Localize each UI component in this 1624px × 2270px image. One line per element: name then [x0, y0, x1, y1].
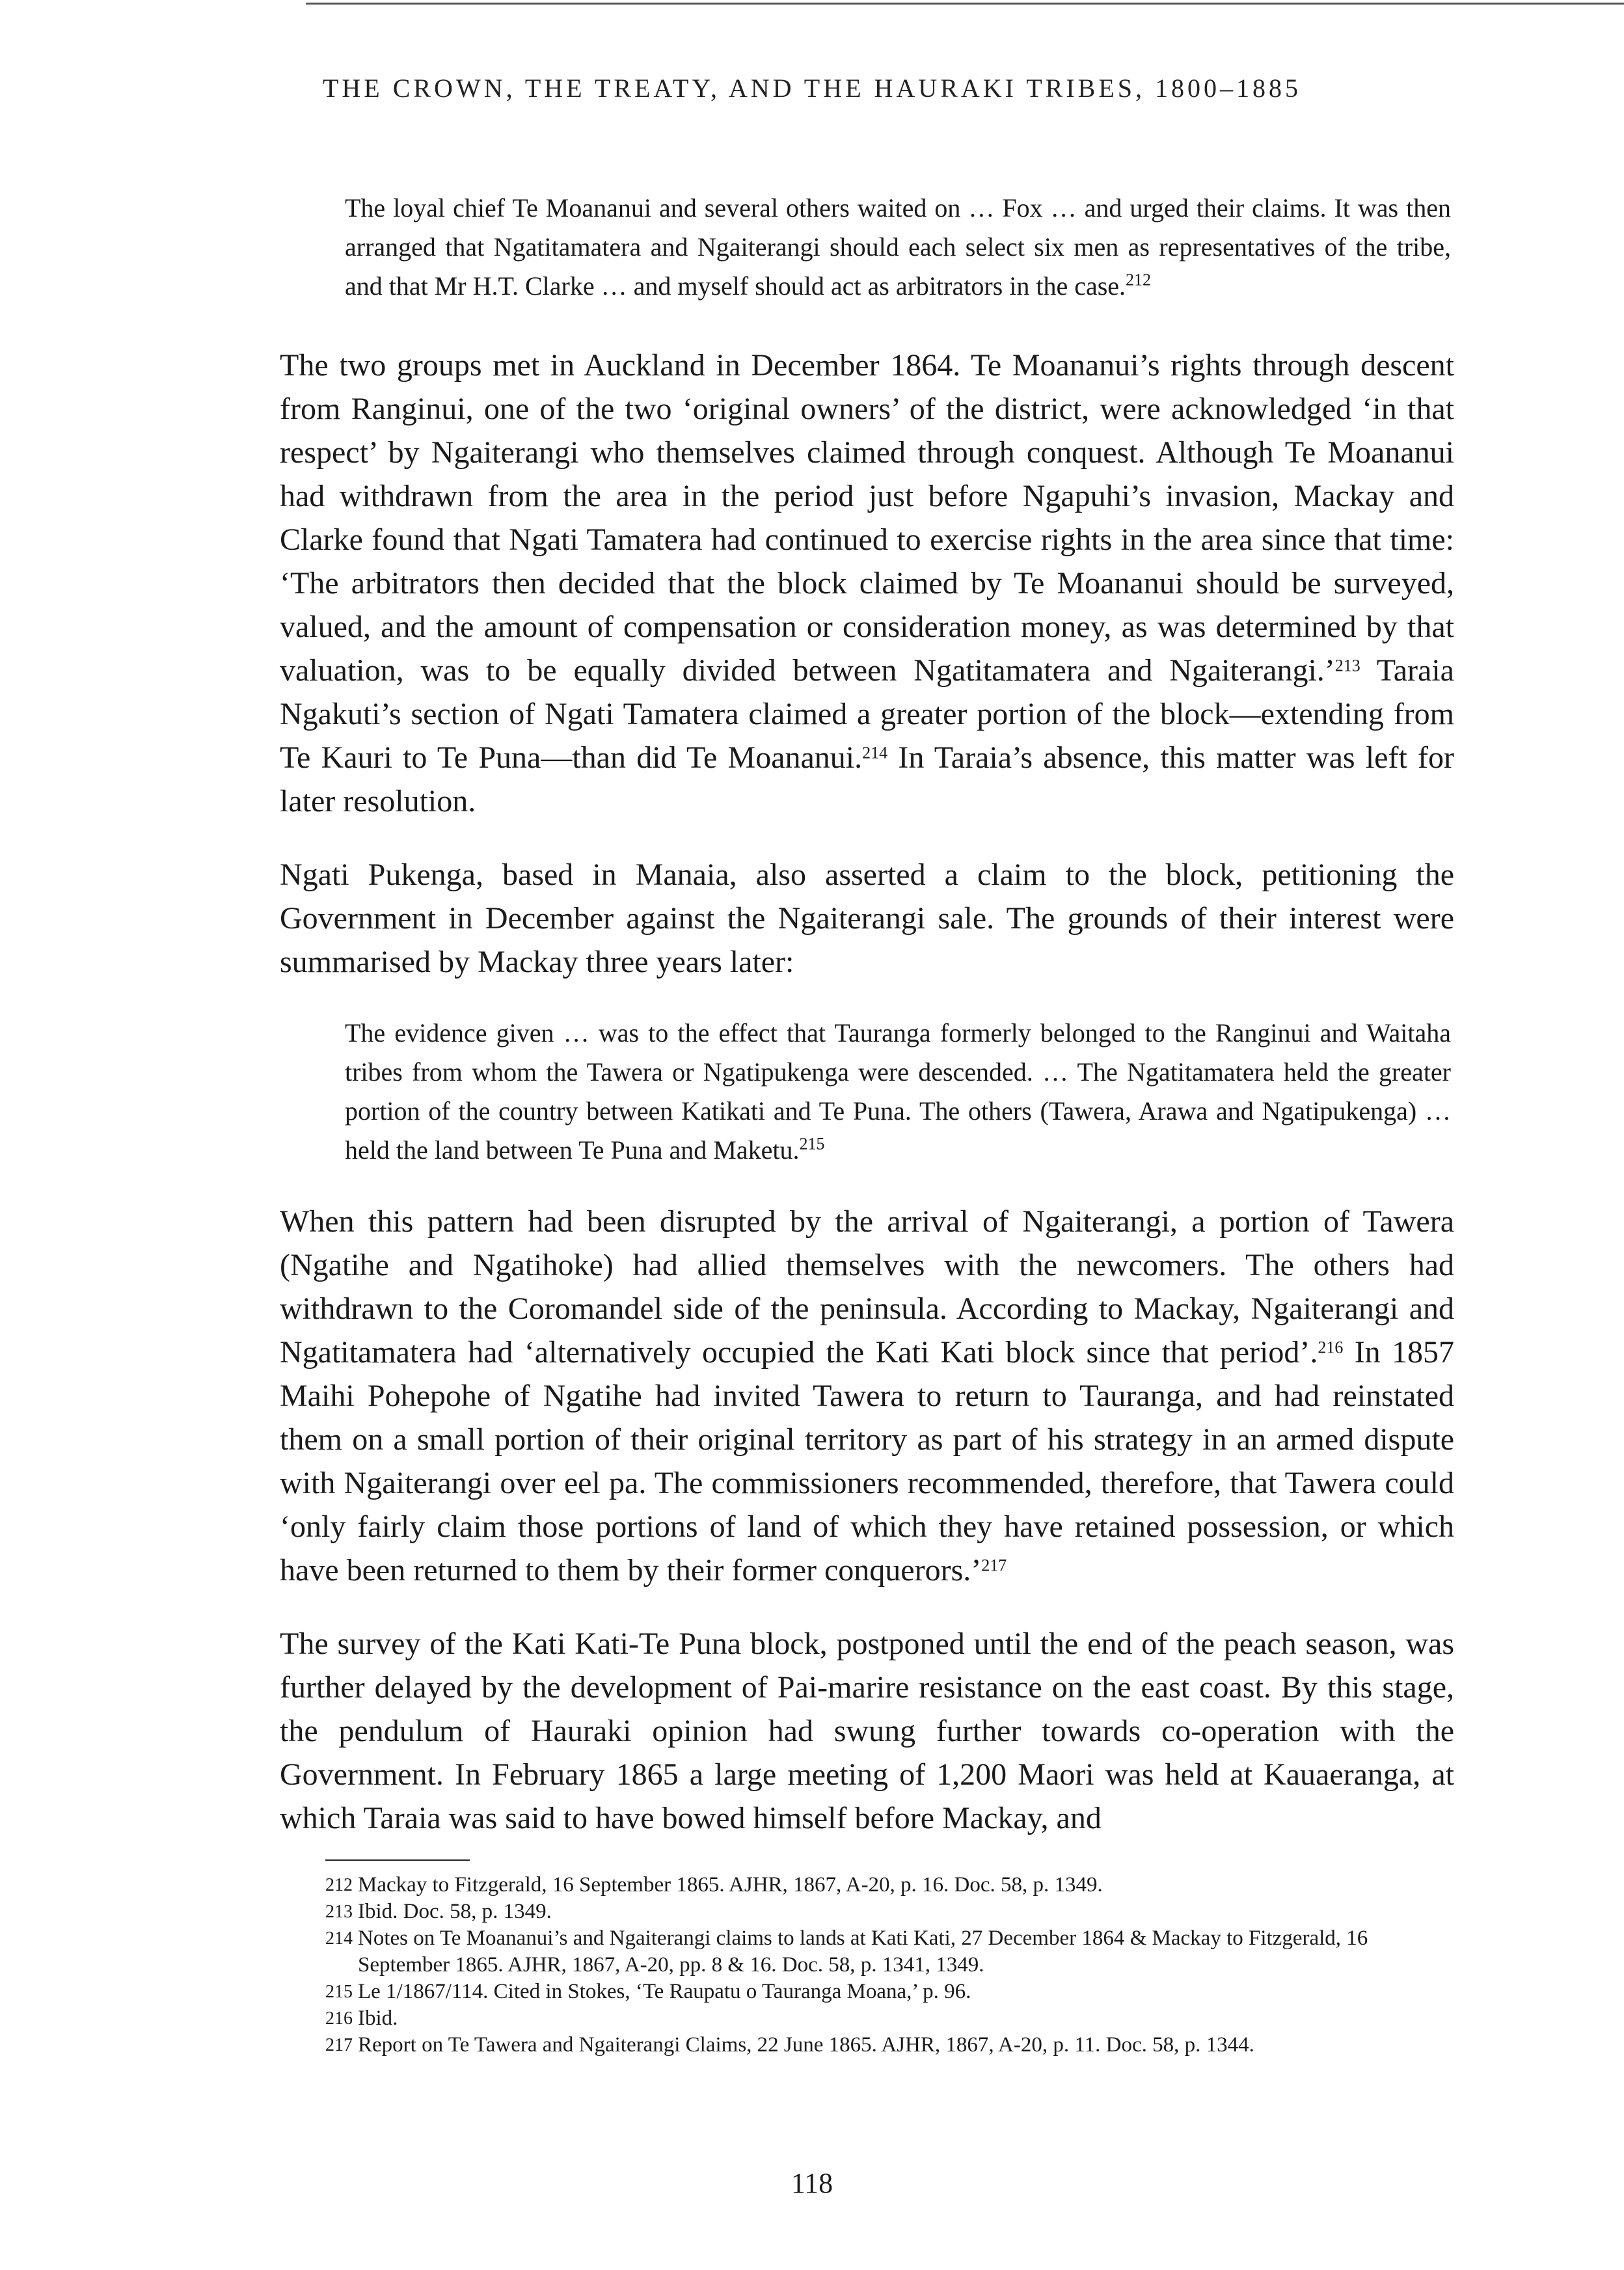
running-head: THE CROWN, THE TREATY, AND THE HAURAKI TRIBES, 1800–1885	[322, 74, 1302, 103]
paragraph-text: The two groups met in Auckland in December 1864. Te Moananui’s rights through descent from Ranginui, one of the two ‘original owners’ of the district, were acknowledged ‘in that respect’ by Ngaiterangi who themselves claimed through conquest. Although Te Moananui had withdrawn from the area in the period just before Ngapuhi’s invasion, Mackay and Clarke found that Ngati Tamatera had continued to exercise rights in the area since that time: ‘The arbitrators then decided that the block claimed by Te Moananui should be surveyed, valued, and the amount of compensation or consideration money, as was determined by that valuation, was to be equally divided between Ngatitamatera and Ngaiterangi.’	[280, 348, 1454, 688]
footnote	[325, 1979, 1457, 2005]
footnote-text: Mackay to Fitzgerald, 16 September 1865. AJHR, 1867, A-20, p. 16. Doc. 58, p. 1349.	[358, 1873, 1103, 1897]
paragraph-text: When this pattern had been disrupted by the arrival of Ngaiterangi, a portion of Tawera (Ngatihe and Ngatihoke) had allied themselves with the newcomers. The others had withdrawn to the Coromandel side of the peninsula. According to Mackay, Ngaiterangi and Ngatitamatera had ‘alternatively occupied the Kati Kati block since that period’.	[280, 1204, 1454, 1370]
footnote-number: 212	[325, 1875, 353, 1895]
footnote	[325, 1898, 1457, 1925]
paragraph	[280, 1622, 1454, 1840]
footnote-ref: 215	[799, 1134, 825, 1154]
footnote-number: 216	[325, 2008, 353, 2029]
footnote-ref: 217	[981, 1556, 1007, 1575]
footnote	[325, 1872, 1457, 1898]
footnote-text: Ibid.	[358, 2007, 398, 2030]
footnote-number: 213	[325, 1902, 353, 1922]
footnote	[325, 1925, 1457, 1979]
quote-text: The evidence given … was to the effect that Tauranga formerly belonged to the Ranginui and Waitaha tribes from whom the Tawera or Ngatipukenga were descended. … The Ngatitamatera held the greater portion of the country between Katikati and Te Puna. The others (Tawera, Arawa and Ngatipukenga) … held the land between Te Puna and Maketu.	[345, 1018, 1451, 1165]
footnote-ref: 214	[862, 743, 888, 763]
block-quote	[345, 189, 1451, 306]
footnote-divider	[325, 1859, 470, 1861]
footnote	[325, 2005, 1457, 2032]
paragraph-text: Taraia Ngakuti’s section of Ngati Tamatera claimed a greater portion of the block—extending from Te Kauri to Te Puna—than did Te Moananui.	[280, 653, 1454, 775]
top-rule	[306, 3, 1624, 5]
footnote-text: Ibid. Doc. 58, p. 1349.	[358, 1900, 552, 1923]
footnote-ref: 212	[1126, 270, 1152, 290]
footnote-text: Report on Te Tawera and Ngaiterangi Claims, 22 June 1865. AJHR, 1867, A-20, p. 11. Doc. 58, p. 1344.	[358, 2033, 1254, 2057]
footnote-ref: 216	[1318, 1338, 1344, 1357]
paragraph-text: The survey of the Kati Kati-Te Puna block, postponed until the end of the peach season, was further delayed by the development of Pai-marire resistance on the east coast. By this stage, the pendulum of Hauraki opinion had swung further towards co-operation with the Government. In February 1865 a large meeting of 1,200 Maori was held at Kauaeranga, at which Taraia was said to have bowed himself before Mackay, and	[280, 1627, 1454, 1835]
footnote-ref: 213	[1334, 656, 1360, 675]
footnotes	[325, 1872, 1457, 2059]
paragraph	[280, 853, 1454, 984]
footnote-text: Notes on Te Moananui’s and Ngaiterangi claims to lands at Kati Kati, 27 December 1864 & Mackay to Fitzgerald, 16 September 1865. AJHR, 1867, A-20, pp. 8 & 16. Doc. 58, p. 1341, 1349.	[358, 1926, 1368, 1977]
block-quote	[345, 1014, 1451, 1170]
paragraph	[280, 344, 1454, 823]
footnote-text: Le 1/1867/114. Cited in Stokes, ‘Te Raupatu o Tauranga Moana,’ p. 96.	[358, 1980, 971, 2003]
footnote-number: 214	[325, 1928, 353, 1949]
paragraph-text: Ngati Pukenga, based in Manaia, also asserted a claim to the block, petitioning the Government in December against the Ngaiterangi sale. The grounds of their interest were summarised by Mackay three years later:	[280, 858, 1454, 979]
paragraph-text: In Taraia’s absence, this matter was left for later resolution.	[280, 740, 1455, 818]
paragraph	[280, 1200, 1454, 1592]
footnote-number: 215	[325, 1982, 353, 2002]
footnote-number: 217	[325, 2035, 353, 2055]
main-text	[280, 189, 1454, 1840]
footnote	[325, 2032, 1457, 2059]
page-number: 118	[791, 2167, 833, 2199]
quote-text: The loyal chief Te Moananui and several others waited on … Fox … and urged their claims. It was then arranged that Ngatitamatera and Ngaiterangi should each select six men as representatives of the tribe, and that Mr H.T. Clarke … and myself should act as arbitrators in the case.	[345, 193, 1451, 301]
paragraph-text: In 1857 Maihi Pohepohe of Ngatihe had invited Tawera to return to Tauranga, and had reinstated them on a small portion of their original territory as part of his strategy in an armed dispute with Ngaiterangi over eel pa. The commissioners recommended, therefore, that Tawera could ‘only fairly claim those portions of land of which they have retained possession, or which have been returned to them by their former conquerors.’	[280, 1335, 1455, 1588]
